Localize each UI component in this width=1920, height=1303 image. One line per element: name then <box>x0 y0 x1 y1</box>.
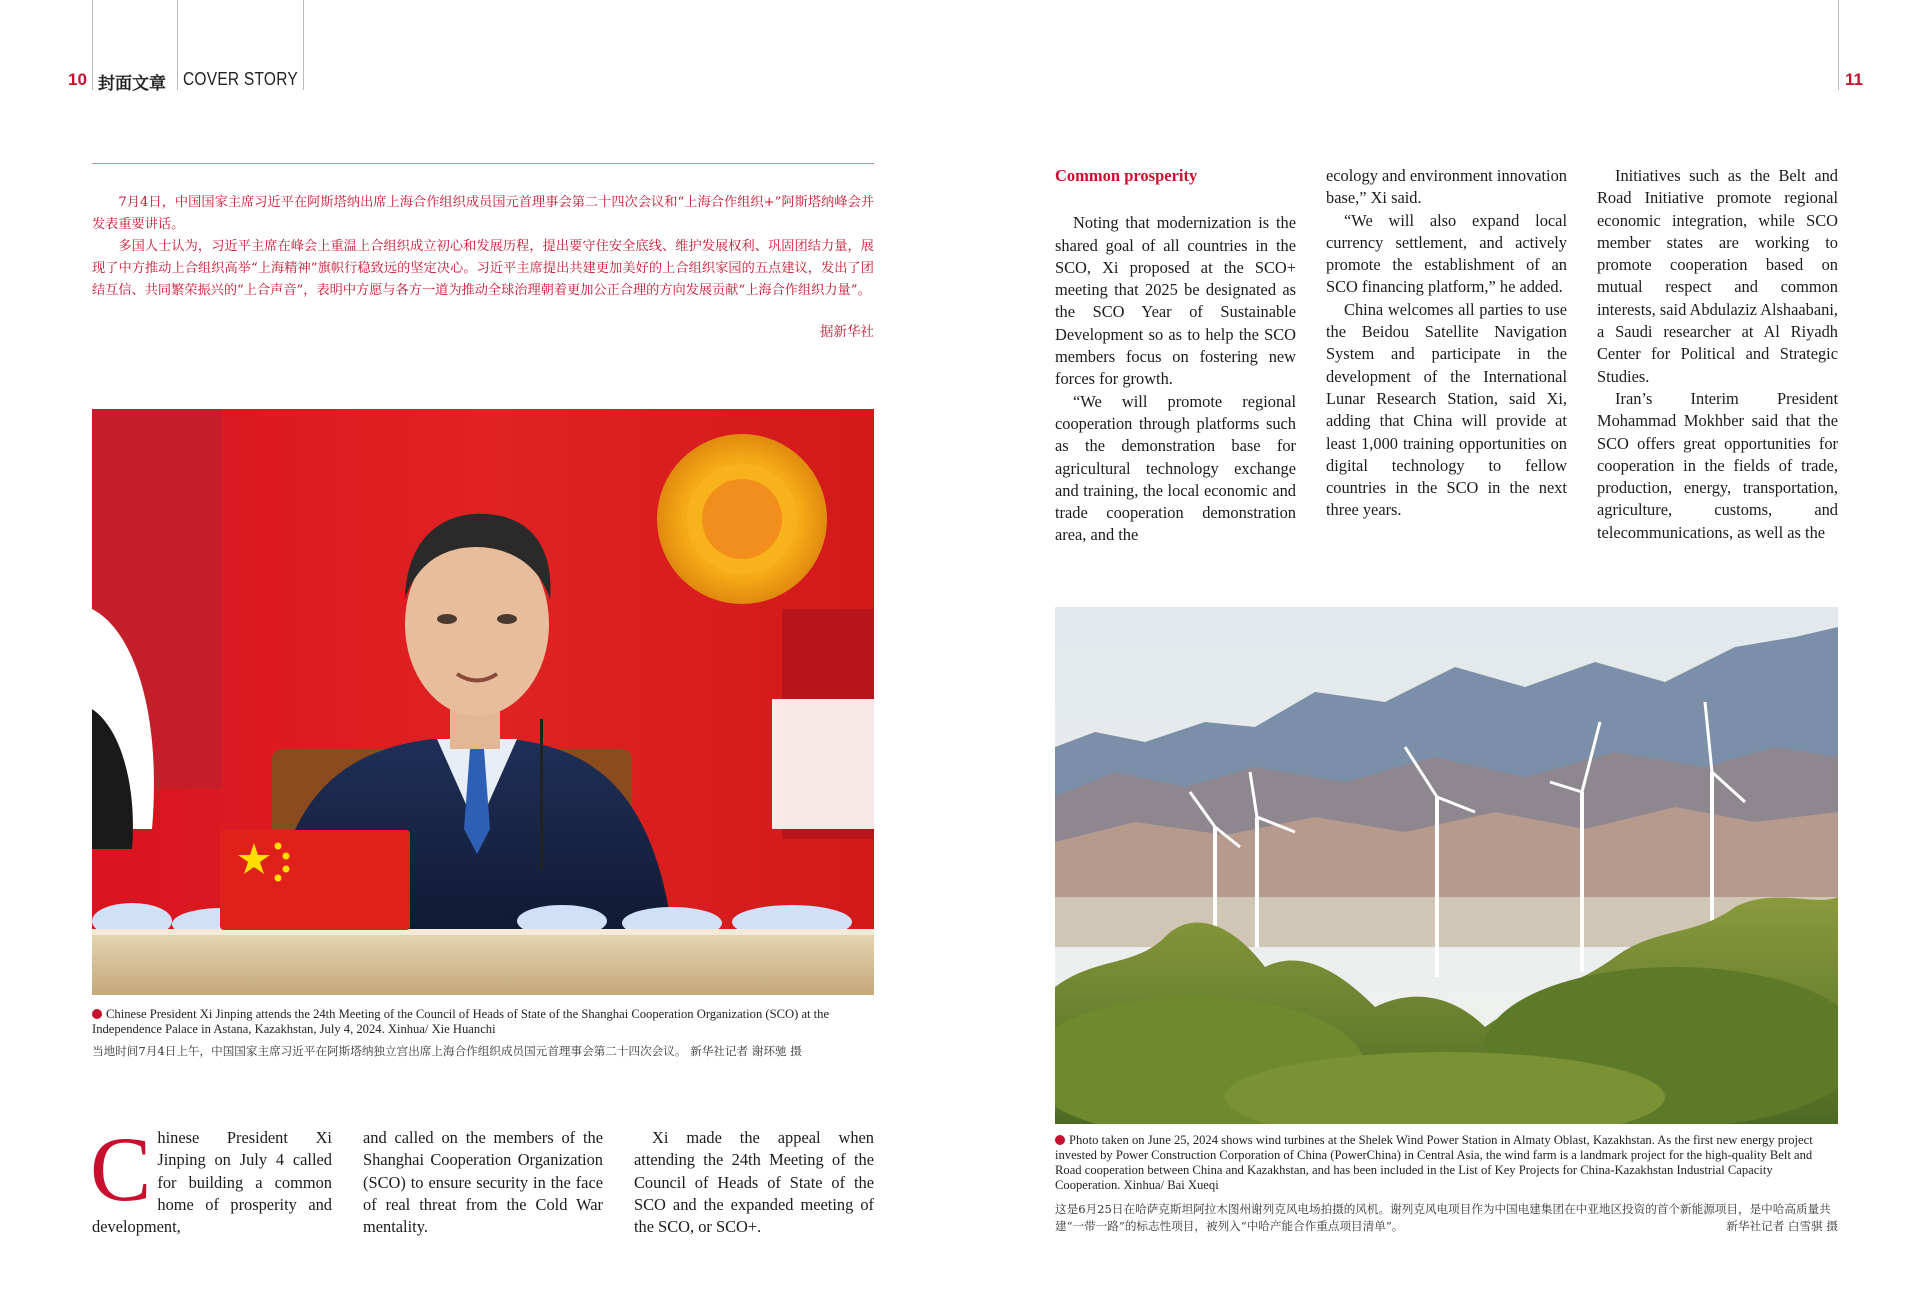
photo1-caption-cn: 当地时间7月4日上午，中国国家主席习近平在阿斯塔纳独立宫出席上海合作组织成员国元首理事会第二十四次会议。 新华社记者 谢环驰 摄 <box>92 1044 802 1058</box>
article-paragraph: China welcomes all parties to use the Beidou Satellite Navigation System and participate in the development of the International Lunar Research Station, said Xi, adding that China will provide at least 1,000 training opportunities on digital technology to fellow countries in the SCO in the next three years. <box>1326 299 1567 520</box>
article-paragraph: “We will also expand local currency settlement, and actively promote the establishment of an SCO financing platform,” he added. <box>1326 210 1567 297</box>
caption-marker-icon <box>92 1009 102 1019</box>
right-page-number: 11 <box>1845 70 1863 89</box>
article-lead-text-2: and called on the members of the Shanghai Cooperation Organization (SCO) to ensure security in the face of real threat from the Cold War mentality. <box>363 1128 603 1237</box>
article-paragraph: “We will promote regional cooperation through platforms such as the demonstration base for agricultural technology exchange and training, the local economic and trade cooperation demonstration area, and the <box>1055 391 1296 545</box>
article-paragraph: Iran’s Interim President Mohammad Mokhber said that the SCO offers great opportunities for cooperation in the fields of trade, production, energy, transportation, agriculture, customs, and telecommunications, as well as the <box>1597 388 1838 542</box>
article-lead-col1 <box>90 1118 332 1238</box>
article-paragraph: ecology and environment innovation base,” Xi said. <box>1326 166 1567 208</box>
article-lead-col2 <box>363 1127 603 1238</box>
section-heading: Common prosperity <box>1055 166 1198 185</box>
header-divider-left <box>92 0 93 90</box>
section-title-cn: 封面文章 <box>98 74 166 94</box>
photo2-caption-cn-credit: 新华社记者 白雪骐 摄 <box>1726 1219 1838 1233</box>
article-lead-col3 <box>634 1127 874 1238</box>
intro-cn-paragraph-2: 多国人士认为，习近平主席在峰会上重温上合组织成立初心和发展历程，提出要守住安全底线、维护发展权利、巩固团结力量，展现了中方推动上合组织高举“上海精神”旗帜行稳致远的坚定决心。习近平主席提出共建更加美好的上合组织家园的五点建议，发出了团结互信、共同繁荣振兴的“上合声音”，表明中方愿与各方一道为推动全球治理朝着更加公正合理的方向发展贡献“上海合作组织力量”。 <box>92 239 874 298</box>
article-col-right-3 <box>1597 165 1838 544</box>
dropcap: C <box>90 1118 152 1220</box>
header-divider-right <box>1838 0 1839 90</box>
photo2-caption-en <box>1055 1133 1838 1193</box>
intro-cn-paragraph-1: 7月4日，中国国家主席习近平在阿斯塔纳出席上海合作组织成员国元首理事会第二十四次会议和“上海合作组织+”阿斯塔纳峰会并发表重要讲话。 <box>92 195 874 232</box>
photo1-caption-en <box>92 1007 874 1037</box>
header-divider-mid <box>177 0 178 90</box>
intro-cn-source: 据新华社 <box>820 324 874 340</box>
article-col-right-2 <box>1326 165 1567 522</box>
photo-wind-turbines <box>1055 607 1838 1124</box>
article-paragraph: Noting that modernization is the shared goal of all countries in the SCO, Xi proposed at the SCO+ meeting that 2025 be designated as the SCO Year of Sustainable Development so as to help the SCO members focus on fostering new forces for growth. <box>1055 213 1296 389</box>
photo2-caption-cn <box>1055 1201 1838 1235</box>
section-title-en: COVER STORY <box>183 69 298 89</box>
photo1-caption-en-text: Chinese President Xi Jinping attends the 24th Meeting of the Council of Heads of State of the Shanghai Cooperation Organization (SCO) at the Independence Palace in Astana, Kazakhstan, July 4, 2024. Xinhua/ Xie Huanchi <box>92 1007 830 1036</box>
photo2-caption-cn-text: 这是6月25日在哈萨克斯坦阿拉木图州谢列克风电场拍摄的风机。谢列克风电项目作为中国电建集团在中亚地区投资的首个新能源项目，是中哈高质量共建“一带一路”的标志性项目，被列入“中哈产能合作重点项目清单”。 <box>1055 1202 1831 1233</box>
photo-xi-meeting <box>92 409 874 995</box>
caption-marker-icon <box>1055 1135 1065 1145</box>
left-page-number: 10 <box>68 70 87 89</box>
intro-rule <box>92 163 874 164</box>
article-paragraph: Initiatives such as the Belt and Road Initiative promote regional economic integration, while SCO member states are working to promote cooperation based on mutual respect and common interests, said Abdulaziz Alshaabani, a Saudi researcher at Al Riyadh Center for Political and Strategic Studies. <box>1597 166 1838 386</box>
photo-wind-turbines-illustration <box>1055 607 1838 1124</box>
intro-cn <box>92 192 874 302</box>
article-lead-text-1: hinese President Xi Jinping on July 4 called for building a common home of prosperity and development, <box>92 1128 332 1237</box>
article-lead-text-3: Xi made the appeal when attending the 24th Meeting of the Council of Heads of State of the SCO and the expanded meeting of the SCO, or SCO+. <box>634 1128 874 1237</box>
article-col-right-1 <box>1055 165 1296 547</box>
photo2-caption-en-text: Photo taken on June 25, 2024 shows wind turbines at the Shelek Wind Power Station in Almaty Oblast, Kazakhstan. As the first new energy project invested by Power Construction Corporation of China (PowerChina) in Central Asia, the wind farm is a landmark project for the high-quality Belt and Road cooperation between China and Kazakhstan, and has been included in the List of Key Projects for China-Kazakhstan Industrial Capacity Cooperation. Xinhua/ Bai Xueqi <box>1055 1133 1813 1192</box>
photo-xi-meeting-illustration <box>92 409 874 995</box>
header-divider-end <box>303 0 304 90</box>
